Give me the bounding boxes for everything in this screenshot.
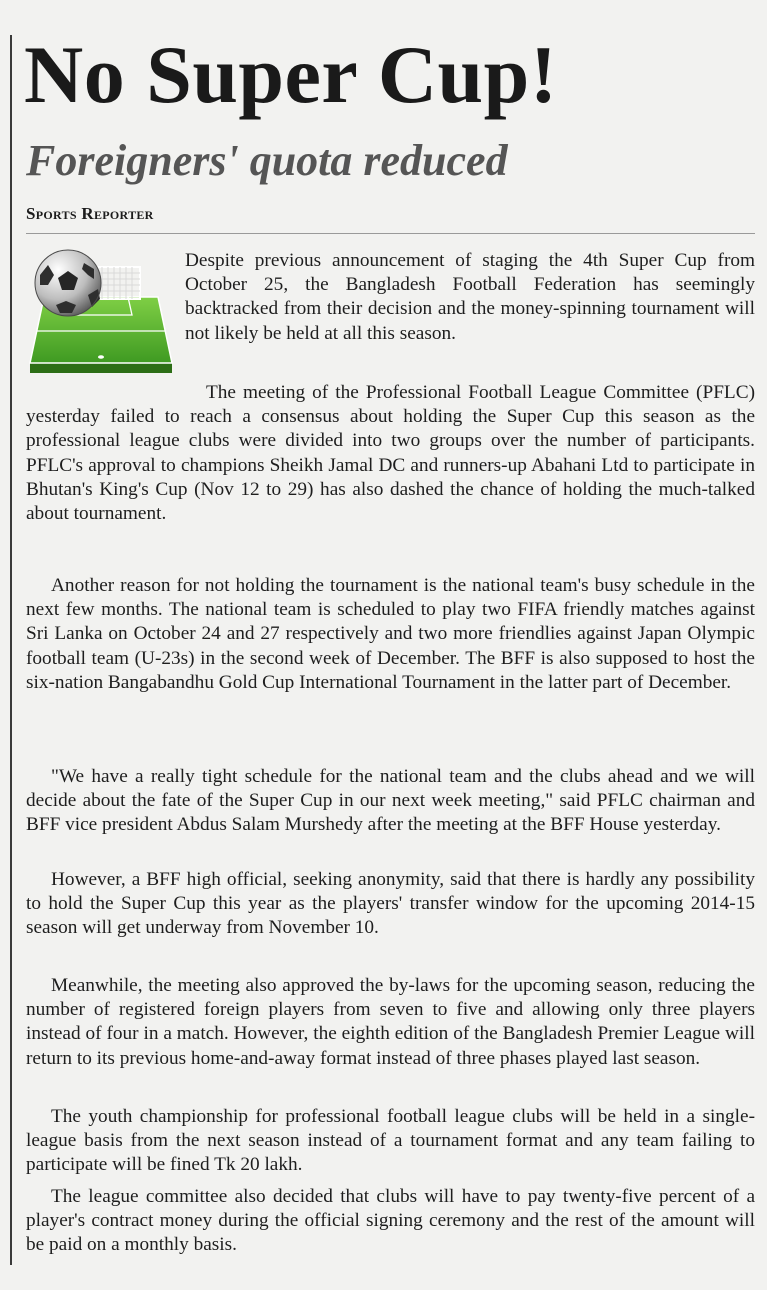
article-paragraph: The youth championship for professional football league clubs will be held in a single-league basis from the next season instead of a tournament format and any team failing to participate will be fined Tk 20 lakh. xyxy=(26,1106,755,1176)
byline: Sports Reporter xyxy=(26,204,154,223)
football-pitch-icon xyxy=(26,245,174,385)
article-paragraph: "We have a really tight schedule for the national team and the clubs ahead and we will decide about the fate of the Super Cup in our next week meeting," said PFLC chairman and BFF vice president Abdus Salam Murshedy after the meeting at the BFF House yesterday. xyxy=(26,766,755,836)
article-paragraph: Meanwhile, the meeting also approved the by-laws for the upcoming season, reducing the number of registered foreign players from seven to five and allowing only three players instead of four in a match. However, the eighth edition of the Bangladesh Premier League will return to its previous home-and-away format instead of three phases played last season. xyxy=(26,975,755,1069)
column-rule xyxy=(10,35,12,1265)
article-paragraph: The league committee also decided that clubs will have to pay twenty-five percent of a player's contract money during the official signing ceremony and the rest of the amount will be paid on a monthly basis. xyxy=(26,1186,755,1256)
byline-divider xyxy=(26,233,755,234)
article-paragraph: However, a BFF high official, seeking anonymity, said that there is hardly any possibility to hold the Super Cup this year as the players' transfer window for the upcoming 2014-15 season will get underway from November 10. xyxy=(26,869,755,939)
subheadline: Foreigners' quota reduced xyxy=(26,136,508,185)
article-paragraph: Another reason for not holding the tournament is the national team's busy schedule in the next few months. The national team is scheduled to play two FIFA friendly matches against Sri Lanka on October 24 and 27 respectively and two more friendlies against Japan Olympic football team (U-23s) in the second week of December. The BFF is also supposed to host the six-nation Bangabandhu Gold Cup International Tournament in the latter part of December. xyxy=(26,575,755,693)
article-paragraph: The meeting of the Professional Football League Committee (PFLC) yesterday failed to reach a consensus about holding the Super Cup this season as the professional league clubs were divided into two groups over the number of participants. PFLC's approval to champions Sheikh Jamal DC and runners-up Abahani Ltd to participate in Bhutan's King's Cup (Nov 12 to 29) has also dashed the chance of holding the much-talked about tournament. xyxy=(26,382,755,525)
headline: No Super Cup! xyxy=(24,29,558,120)
article-paragraph: Despite previous announcement of staging the 4th Super Cup from October 25, the Bangladesh Football Federation has seemingly backtracked from their decision and the money-spinning tournament will not likely be held at all this season. xyxy=(185,250,755,344)
